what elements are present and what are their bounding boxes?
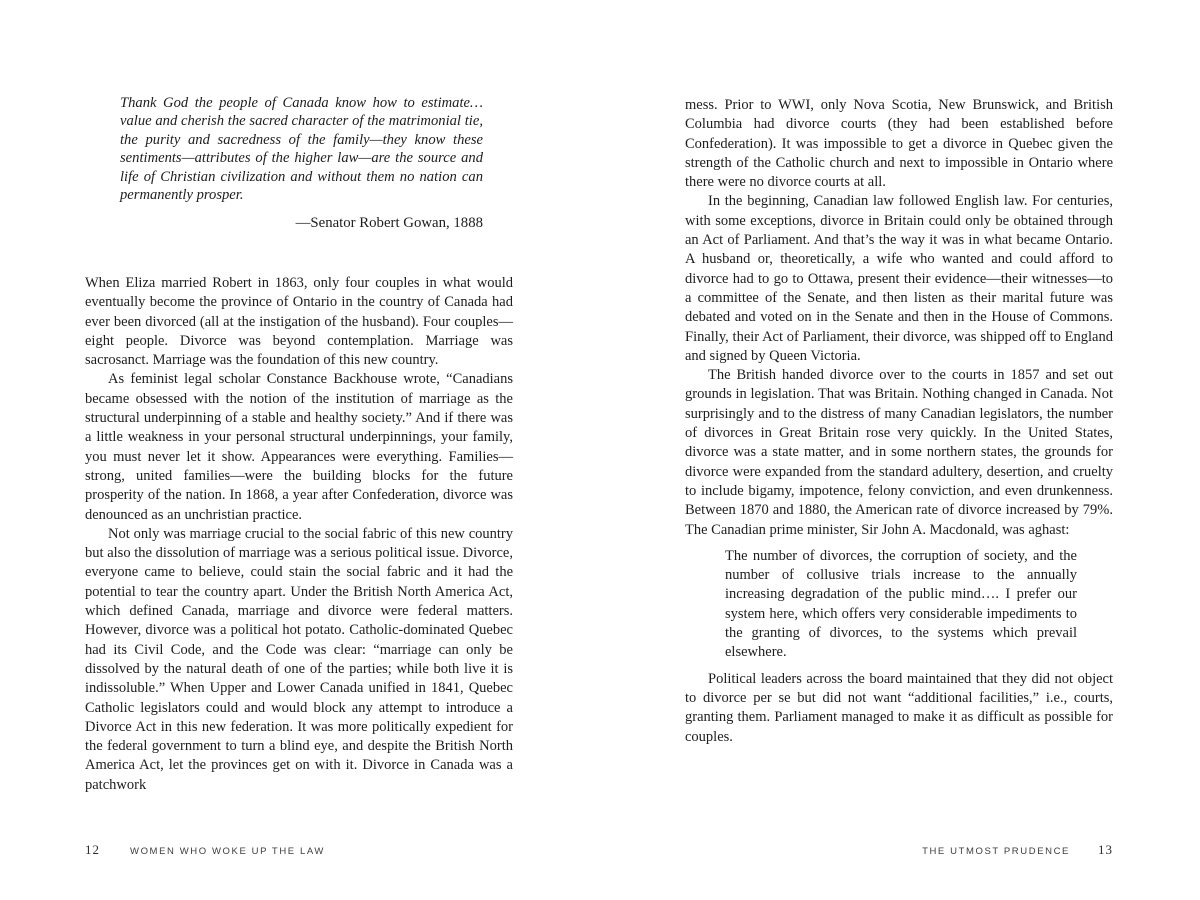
epigraph [120,94,483,233]
block-quote: The number of divorces, the corruption of society, and the number of collusive trials increase to the annually increasing degradation of the public mind…. I prefer our system here, which offers very considerable impediments to the granting of divorces, to the systems which prevail elsewhere. [725,547,1077,661]
paragraph: Not only was marriage crucial to the social fabric of this new country but also the dissolution of marriage was a serious political issue. Divorce, everyone came to believe, could stain the social fabric and it had the potential to tear the country apart. Under the British North America Act, which defined Canada, marriage and divorce were federal matters. However, divorce was a political hot potato. Catholic-dominated Quebec had its Civil Code, and the Code was clear: “marriage can only be dissolved by the natural death of one of the parties; while both live it is indissoluble.” When Upper and Lower Canada unified in 1841, Quebec Catholic legislators could and would block any attempt to introduce a Divorce Act in this new federation. It was more politically expedient for the federal government to turn a blind eye, and despite the British North America Act, let the provinces get on with it. Divorce in Canada was a patchwork [85,525,513,793]
left-page [85,0,513,900]
right-page-footer [685,841,1113,859]
left-page-footer [85,841,513,859]
paragraph: The British handed divorce over to the courts in 1857 and set out grounds in legislation. That was Britain. Nothing changed in Canada. Not surprisingly and to the distress of many Canadian legislators, the number of divorces in Great Britain rose very quickly. In the United States, divorce was a state matter, and in some northern states, the grounds for divorce were expanded from the standard adultery, desertion, and cruelty to include bigamy, impotence, felony conviction, and even drunkenness. Between 1870 and 1880, the American rate of divorce increased by 79%. The Canadian prime minister, Sir John A. Macdonald, was aghast: [685,367,1113,538]
epigraph-text: Thank God the people of Canada know how to estimate… value and cherish the sacred character of the matrimonial tie, the purity and sacredness of the family—they know these sentiments—attributes of the higher law—are the source and life of Christian civilization and without them no nation can permanently prosper. [120,95,483,204]
page-number: 13 [1098,842,1113,857]
closing-paragraph: Political leaders across the board maintained that they did not object to divorce per se but did not want “additional facilities,” i.e., courts, granting them. Parliament managed to make it as difficult as possible for couples. [685,670,1113,745]
left-page-body [85,274,513,795]
page-number: 12 [85,842,100,857]
epigraph-attribution: —Senator Robert Gowan, 1888 [295,215,483,232]
right-page [685,0,1113,900]
running-title: THE UTMOST PRUDENCE [922,846,1070,857]
paragraph: When Eliza married Robert in 1863, only four couples in what would eventually become the province of Ontario in the country of Canada had ever been divorced (all at the instigation of the husband). Four couples—eight people. Divorce was beyond contemplation. Marriage was sacrosanct. Marriage was the foundation of this new country. [85,275,513,369]
paragraph: As feminist legal scholar Constance Backhouse wrote, “Canadians became obsessed with the notion of the institution of marriage as the structural underpinning of a stable and healthy society.” And if there was a little weakness in your personal structural underpinnings, your family, you must never let it show. Appearances were everything. Families—strong, united families—were the building blocks for the future prosperity of the nation. In 1868, a year after Confederation, divorce was denounced as an unchristian practice. [85,371,513,523]
paragraph: mess. Prior to WWI, only Nova Scotia, New Brunswick, and British Columbia had divorce courts (they had been established before Confederation). It was impossible to get a divorce in Quebec given the strength of the Catholic church and next to impossible in Ontario where there were no divorce courts at all. [685,97,1113,191]
paragraph: In the beginning, Canadian law followed English law. For centuries, with some exceptions, divorce in Britain could only be obtained through an Act of Parliament. And that’s the way it was in what became Ontario. A husband or, theoretically, a wife who wanted and could afford to divorce had to go to Ottawa, present their evidence—their witnesses—to a committee of the Senate, and then listen as their marital future was debated and voted on in the Senate and then in the House of Commons. Finally, their Act of Parliament, their divorce, was shipped off to England and signed by Queen Victoria. [685,193,1113,364]
running-title: WOMEN WHO WOKE UP THE LAW [130,846,325,857]
right-page-body [685,96,1113,747]
